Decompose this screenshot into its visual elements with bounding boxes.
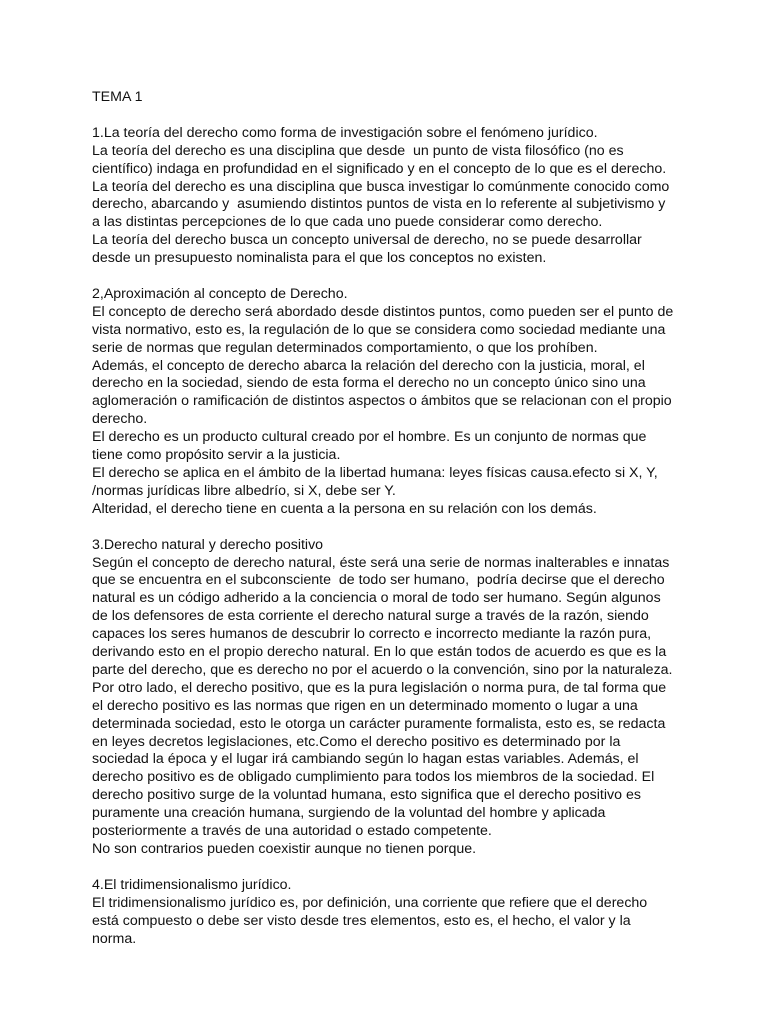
text-line: norma. — [92, 930, 137, 947]
text-line: sociedad la época y el lugar irá cambiando según lo hagan estas variables. Además, el — [92, 751, 639, 768]
text-line: La teoría del derecho es una disciplina que busca investigar lo comúnmente conocido como — [92, 178, 670, 195]
text-line: serie de normas que regulan determinados comportamiento, o que los prohíben. — [92, 339, 598, 356]
text-line: determinada sociedad, esto le otorga un carácter puramente formalista, esto es, se redacta — [92, 715, 666, 732]
text-line: parte del derecho, que es derecho no por el acuerdo o la convención, sino por la naturaleza. — [92, 661, 673, 678]
text-line: vista normativo, esto es, la regulación de lo que se considera como sociedad mediante una — [92, 321, 666, 338]
text-line: La teoría del derecho es una disciplina que desde un punto de vista filosófico (no es — [92, 142, 624, 159]
text-line: Alteridad, el derecho tiene en cuenta a la persona en su relación con los demás. — [92, 500, 597, 517]
text-line: capaces los seres humanos de descubrir lo correcto e incorrecto mediante la razón pura, — [92, 626, 652, 643]
text-line: posteriormente a través de una autoridad o estado competente. — [92, 823, 492, 840]
text-line: No son contrarios pueden coexistir aunque no tienen porque. — [92, 841, 477, 858]
text-line: Según el concepto de derecho natural, éste será una serie de normas inalterables e innatas — [92, 554, 670, 571]
text-line: 4.El tridimensionalismo jurídico. — [92, 876, 292, 893]
text-line: científico) indaga en profundidad en el significado y en el concepto de lo que es el derecho. — [92, 160, 667, 177]
blank-line — [92, 519, 682, 537]
text-line: puramente una creación humana, surgiendo de la voluntad del hombre y aplicada — [92, 805, 606, 822]
text-line: derecho en la sociedad, siendo de esta forma el derecho no un concepto único sino una — [92, 375, 646, 392]
document-body — [92, 89, 682, 948]
text-line: derecho, abarcando y asumiendo distintos puntos de vista en lo referente al subjetivismo y — [92, 196, 666, 213]
text-line: natural es un código adherido a la conciencia o moral de todo ser humano. Según algunos — [92, 590, 661, 607]
text-line: derecho positivo es de obligado cumplimiento para todos los miembros de la sociedad. El — [92, 769, 655, 786]
text-line: 2,Aproximación al concepto de Derecho. — [92, 285, 348, 302]
blank-line — [92, 107, 682, 125]
text-line: está compuesto o debe ser visto desde tres elementos, esto es, el hecho, el valor y la — [92, 912, 631, 929]
text-line: Por otro lado, el derecho positivo, que es la pura legislación o norma pura, de tal forma que — [92, 679, 667, 696]
text-line: derecho positivo surge de la voluntad humana, esto significa que el derecho positivo es — [92, 787, 641, 804]
text-line: de los defensores de esta corriente el derecho natural surge a través de la razón, siendo — [92, 608, 649, 625]
blank-line — [92, 268, 682, 286]
text-line: 1.La teoría del derecho como forma de investigación sobre el fenómeno jurídico. — [92, 124, 598, 141]
text-line: en leyes decretos legislaciones, etc.Como el derecho positivo es determinado por la — [92, 733, 621, 750]
text-line: El derecho es un producto cultural creado por el hombre. Es un conjunto de normas que — [92, 429, 647, 446]
text-line: El concepto de derecho será abordado desde distintos puntos, como pueden ser el punto de — [92, 303, 674, 320]
text-line: aglomeración o ramificación de distintos aspectos o ámbitos que se relacionan con el propio — [92, 393, 672, 410]
text-line: 3.Derecho natural y derecho positivo — [92, 536, 324, 553]
text-line: el derecho positivo es las normas que rigen en un determinado momento o lugar a una — [92, 697, 638, 714]
text-line: tiene como propósito servir a la justicia. — [92, 447, 341, 464]
blank-line — [92, 859, 682, 877]
text-line: a las distintas percepciones de lo que cada uno puede considerar como derecho. — [92, 214, 603, 231]
text-line: desde un presupuesto nominalista para el que los conceptos no existen. — [92, 250, 547, 267]
text-line: El derecho se aplica en el ámbito de la libertad humana: leyes físicas causa.efecto si X, Y, — [92, 465, 658, 481]
text-line: El tridimensionalismo jurídico es, por definición, una corriente que refiere que el derecho — [92, 894, 648, 911]
text-line: que se encuentra en el subconsciente de todo ser humano, podría decirse que el derecho — [92, 572, 665, 589]
text-line: La teoría del derecho busca un concepto universal de derecho, no se puede desarrollar — [92, 232, 642, 249]
text-line: derecho. — [92, 411, 148, 428]
text-line: derivando esto en el propio derecho natural. En lo que están todos de acuerdo es que es la — [92, 644, 667, 661]
text-line: /normas jurídicas libre albedrío, si X, debe ser Y. — [92, 482, 396, 499]
text-line: TEMA 1 — [92, 89, 143, 105]
text-line: Además, el concepto de derecho abarca la relación del derecho con la justicia, moral, el — [92, 357, 645, 374]
